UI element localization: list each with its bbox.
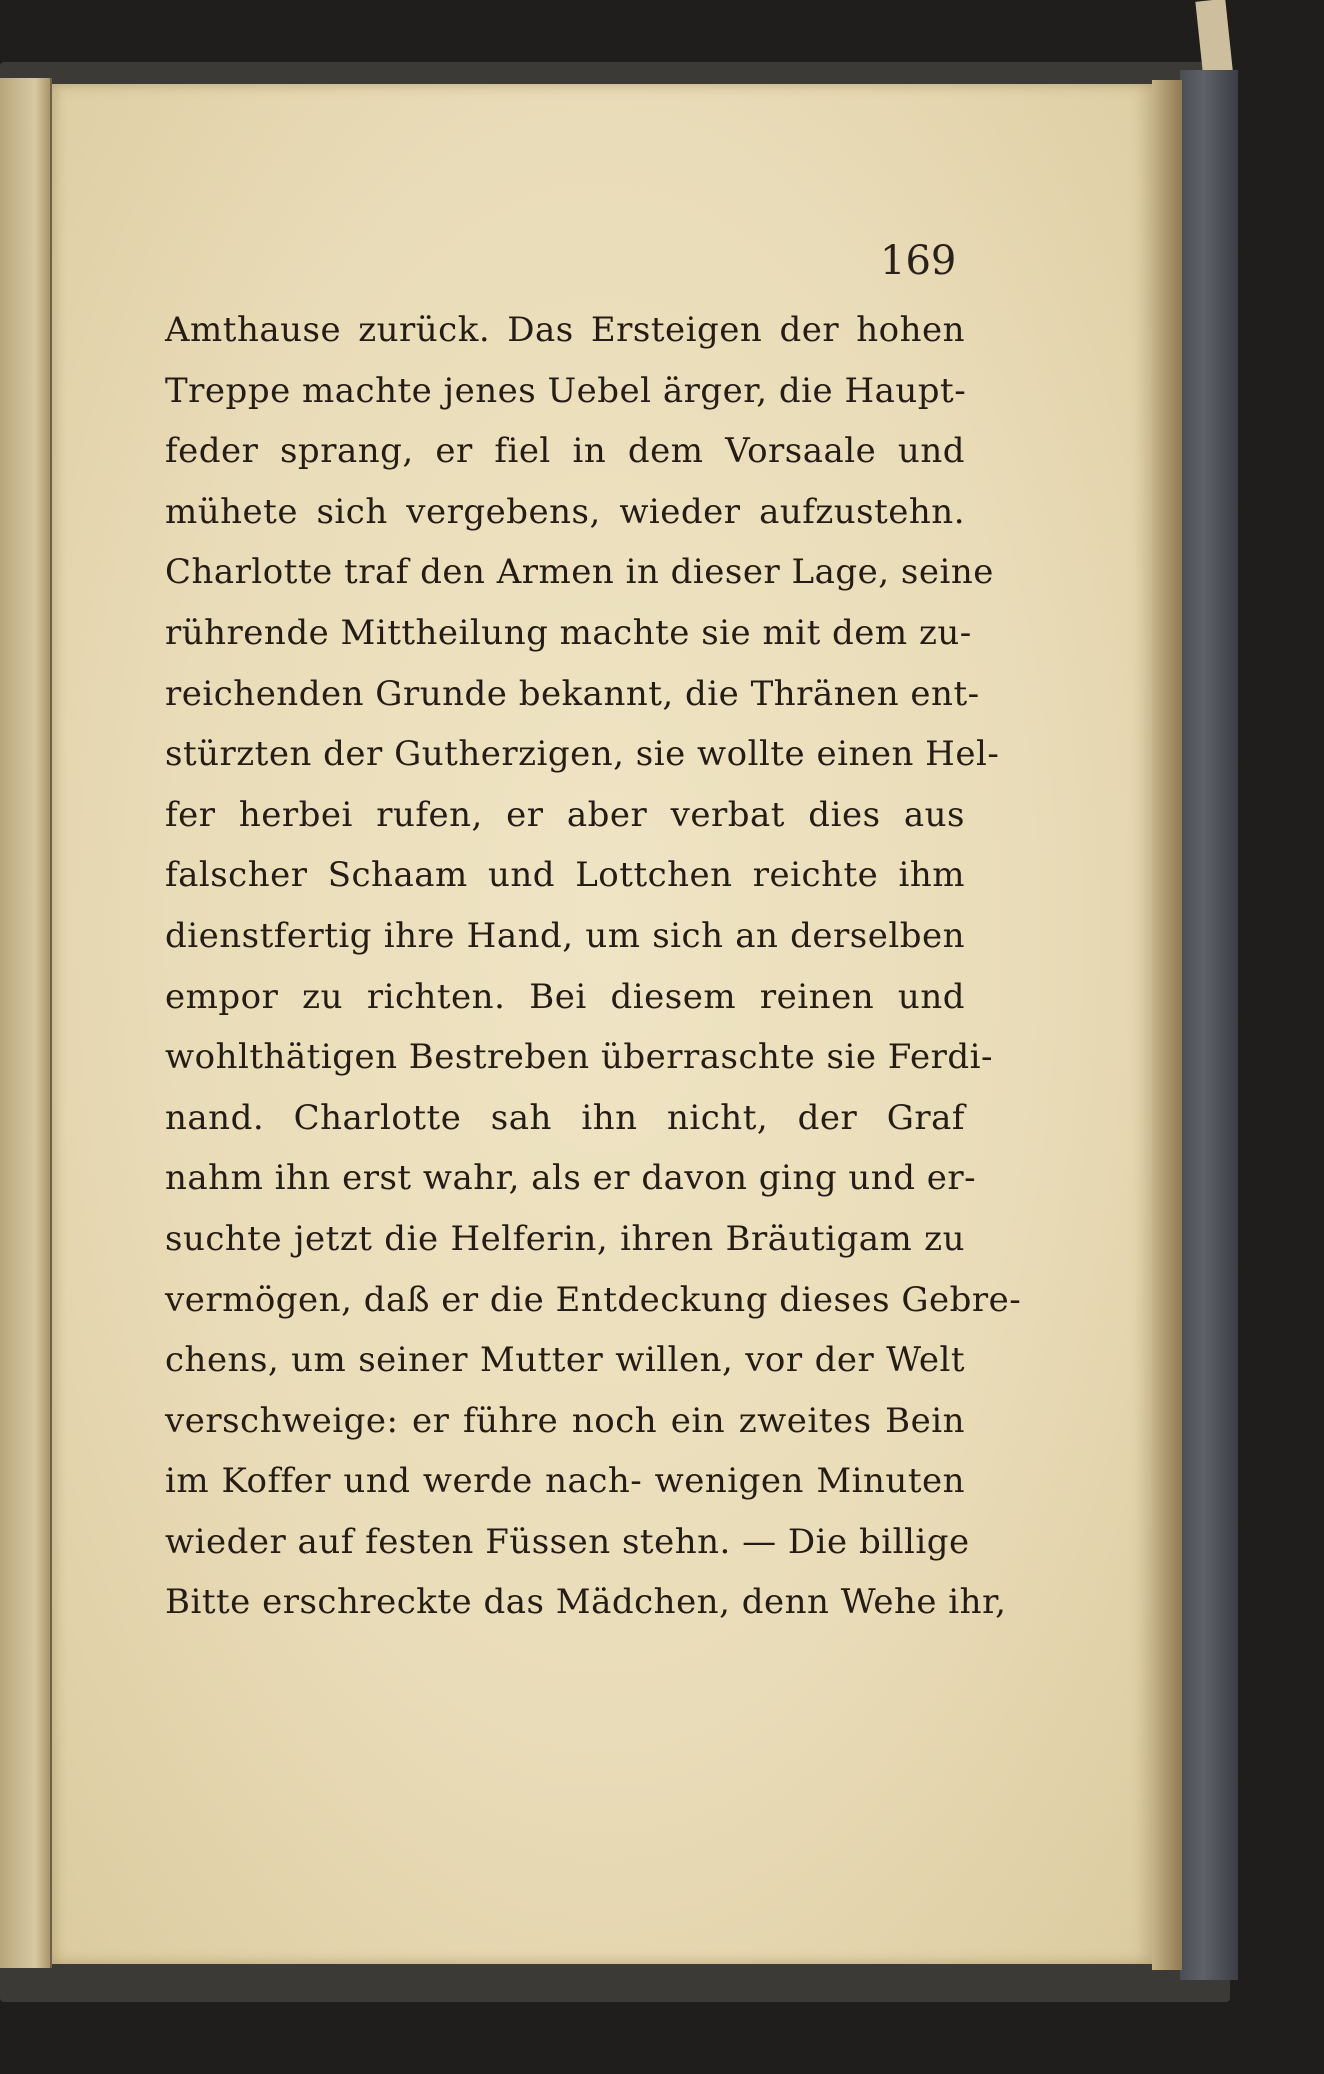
left-page-edge	[0, 78, 52, 1968]
text-line: im Koffer und werde nach- wenigen Minuten	[165, 1461, 965, 1502]
text-line: verschweige: er führe noch ein zweites Bein	[165, 1400, 965, 1441]
text-line: feder sprang, er fiel in dem Vorsaale und	[165, 431, 965, 472]
text-line: reichenden Grunde bekannt, die Thränen ent-	[165, 673, 980, 714]
page-stack-edge	[1152, 80, 1182, 1970]
text-line: stürzten der Gutherzigen, sie wollte einen Hel-	[165, 734, 1000, 775]
page-text	[165, 300, 1022, 1633]
text-line: suchte jetzt die Helferin, ihren Bräutigam zu	[165, 1218, 965, 1259]
text-line: Amthause zurück. Das Ersteigen der hohen	[165, 310, 965, 350]
book-cover-edge	[1180, 70, 1238, 1980]
text-line: empor zu richten. Bei diesem reinen und	[165, 976, 965, 1017]
text-line: vermögen, daß er die Entdeckung dieses Gebre-	[165, 1279, 1022, 1320]
text-line: rührende Mittheilung machte sie mit dem zu-	[165, 612, 972, 653]
text-line: Bitte erschreckte das Mädchen, denn Wehe ihr,	[165, 1582, 1007, 1623]
text-line: Charlotte traf den Armen in dieser Lage, seine	[165, 552, 994, 593]
text-line: Treppe machte jenes Uebel ärger, die Haupt-	[165, 370, 967, 411]
text-line: wieder auf festen Füssen stehn. — Die billige	[165, 1521, 970, 1562]
text-line: chens, um seiner Mutter willen, vor der Welt	[165, 1340, 965, 1381]
text-line: wohlthätigen Bestreben überraschte sie Ferdi-	[165, 1037, 994, 1078]
text-line: nahm ihn erst wahr, als er davon ging und er-	[165, 1158, 977, 1199]
text-line: fer herbei rufen, er aber verbat dies aus	[165, 794, 965, 835]
page-number: 169	[880, 238, 957, 284]
text-line: mühete sich vergebens, wieder aufzustehn.	[165, 491, 965, 532]
text-line: dienstfertig ihre Hand, um sich an derselben	[165, 915, 965, 956]
text-line: nand. Charlotte sah ihn nicht, der Graf	[165, 1097, 965, 1138]
text-line: falscher Schaam und Lottchen reichte ihm	[165, 855, 965, 896]
